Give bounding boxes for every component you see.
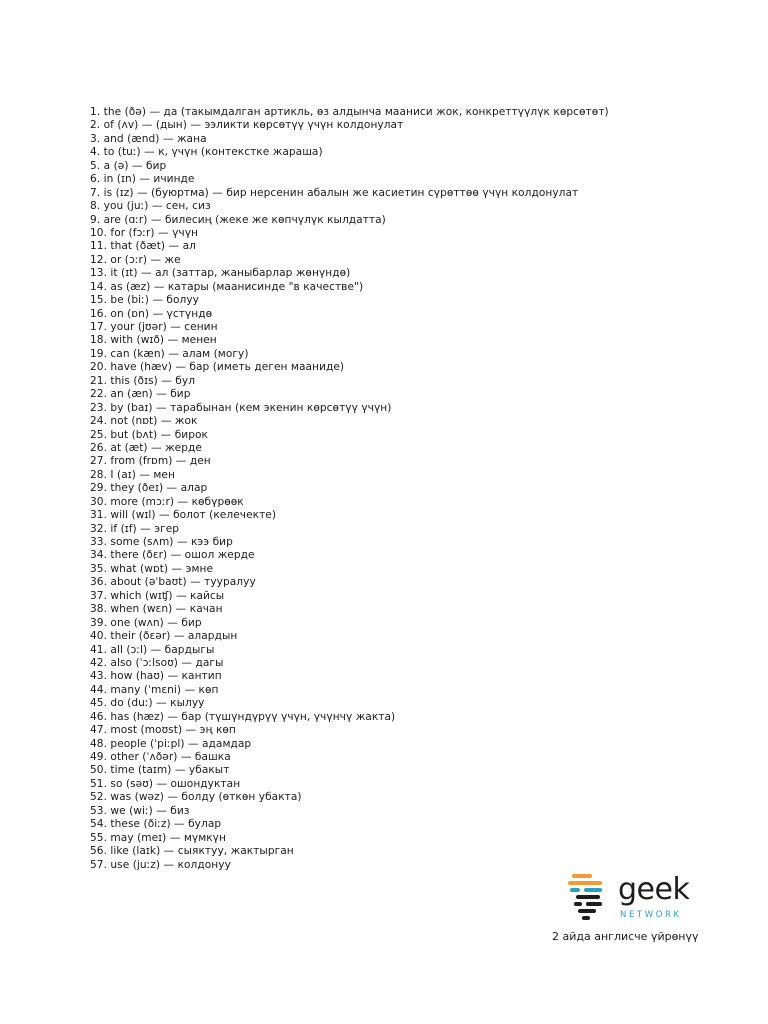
word-entry: 26. at (æt) — жерде	[90, 441, 202, 454]
word-entry: 49. other (ˈʌðər) — башка	[90, 751, 231, 763]
word-entry: 38. when (wɛn) — качан	[90, 603, 223, 616]
word-entry: 35. what (wɒt) — эмне	[90, 562, 214, 575]
logo-subtitle: NETWORK	[620, 910, 682, 920]
word-entry: 54. these (ðiːz) — булар	[90, 818, 222, 831]
word-entry: 7. is (ɪz) — (буюртма) — бир нерсенин абалын же касиетин сүрөттөө үчүн колдонулат	[90, 186, 579, 199]
word-entry: 39. one (wʌn) — бир	[90, 616, 202, 629]
word-entry: 52. was (wəz) — болду (өткөн убакта)	[90, 791, 302, 804]
word-entry: 47. most (moʊst) — эң көп	[90, 724, 236, 737]
word-entry: 34. there (ðɛr) — ошол жерде	[90, 549, 255, 562]
word-entry: 25. but (bʌt) — бирок	[90, 428, 208, 441]
word-entry: 8. you (juː) — сен, сиз	[90, 200, 211, 213]
word-entry: 30. more (mɔːr) — көбүрөөк	[90, 495, 244, 508]
word-entry: 1. the (ðə) — да (такымдалган артикль, өз алдынча мааниси жок, конкреттүүлүк көрсөтөт)	[90, 106, 609, 118]
word-entry: 11. that (ðæt) — ал	[90, 240, 196, 253]
word-entry: 3. and (ænd) — жана	[90, 132, 207, 145]
tagline: 2 айда англисче үйрөнүү	[552, 930, 699, 943]
word-entry: 2. of (ʌv) — (дын) — ээликти көрсөтүү үчүн колдонулат	[90, 119, 404, 132]
word-entry: 37. which (wɪʧ) — кайсы	[90, 589, 225, 602]
word-entry: 24. not (nɒt) — жок	[90, 415, 198, 428]
word-entry: 27. from (frɒm) — ден	[90, 455, 211, 468]
word-entry: 19. can (kæn) — алам (могу)	[90, 347, 249, 360]
word-entry: 46. has (hæz) — бар (түшүндүрүү үчүн, үчүнчү жакта)	[90, 710, 396, 723]
word-entry: 36. about (əˈbaʊt) — тууралуу	[90, 576, 256, 589]
word-entry: 45. do (duː) — кылуу	[90, 697, 205, 710]
word-entry: 4. to (tuː) — к, үчүн (контекстке жараша)	[90, 146, 323, 159]
word-entry: 15. be (biː) — болуу	[90, 294, 199, 307]
geek-network-logo-icon	[566, 872, 610, 922]
word-entry: 32. if (ɪf) — эгер	[90, 522, 180, 535]
word-entry: 42. also (ˈɔːlsoʊ) — дагы	[90, 656, 224, 669]
word-entry: 22. an (æn) — бир	[90, 388, 191, 401]
word-entry: 43. how (haʊ) — кантип	[90, 670, 222, 683]
word-entry: 23. by (baɪ) — тарабынан (кем экенин көрсөтүү үчүн)	[90, 401, 392, 414]
word-entry: 28. I (aɪ) — мен	[90, 468, 175, 481]
word-entry: 6. in (ɪn) — ичинде	[90, 173, 195, 186]
word-entry: 17. your (jʊər) — сенин	[90, 321, 218, 333]
word-entry: 13. it (ɪt) — ал (заттар, жаныбарлар жөнүндө)	[90, 267, 351, 280]
word-entry: 56. like (laɪk) — сыяктуу, жактырган	[90, 845, 294, 858]
word-list	[90, 106, 730, 872]
word-entry: 40. their (ðɛər) — алардын	[90, 630, 238, 643]
word-entry: 44. many (ˈmɛni) — көп	[90, 683, 219, 696]
word-entry: 57. use (juːz) — колдонуу	[90, 858, 231, 871]
word-entry: 53. we (wiː) — биз	[90, 804, 190, 817]
word-entry: 33. some (sʌm) — кээ бир	[90, 536, 233, 548]
word-entry: 10. for (fɔːr) — үчүн	[90, 226, 198, 239]
word-entry: 50. time (taɪm) — убакыт	[90, 764, 230, 777]
word-entry: 55. may (meɪ) — мүмкүн	[90, 831, 226, 844]
word-entry: 20. have (hæv) — бар (иметь деген мааниде)	[90, 361, 345, 374]
word-entry: 18. with (wɪð) — менен	[90, 334, 217, 347]
word-entry: 12. or (ɔːr) — же	[90, 253, 181, 266]
word-entry: 29. they (ðeɪ) — алар	[90, 482, 208, 495]
logo-wordmark: geek	[618, 872, 690, 907]
word-entry: 16. on (ɒn) — үстүндө	[90, 307, 213, 320]
word-entry: 21. this (ðɪs) — бул	[90, 374, 196, 387]
word-entry: 41. all (ɔːl) — бардыгы	[90, 643, 215, 656]
word-entry: 48. people (ˈpiːpl) — адамдар	[90, 737, 252, 750]
word-entry: 9. are (ɑːr) — билесиң (жеке же көпчүлүк кылдатта)	[90, 213, 386, 226]
word-entry: 5. a (ə) — бир	[90, 159, 167, 172]
word-entry: 51. so (səʊ) — ошондуктан	[90, 777, 241, 790]
word-entry: 14. as (æz) — катары (маанисинде "в качестве")	[90, 280, 364, 293]
word-entry: 31. will (wɪl) — болот (келечекте)	[90, 509, 277, 522]
